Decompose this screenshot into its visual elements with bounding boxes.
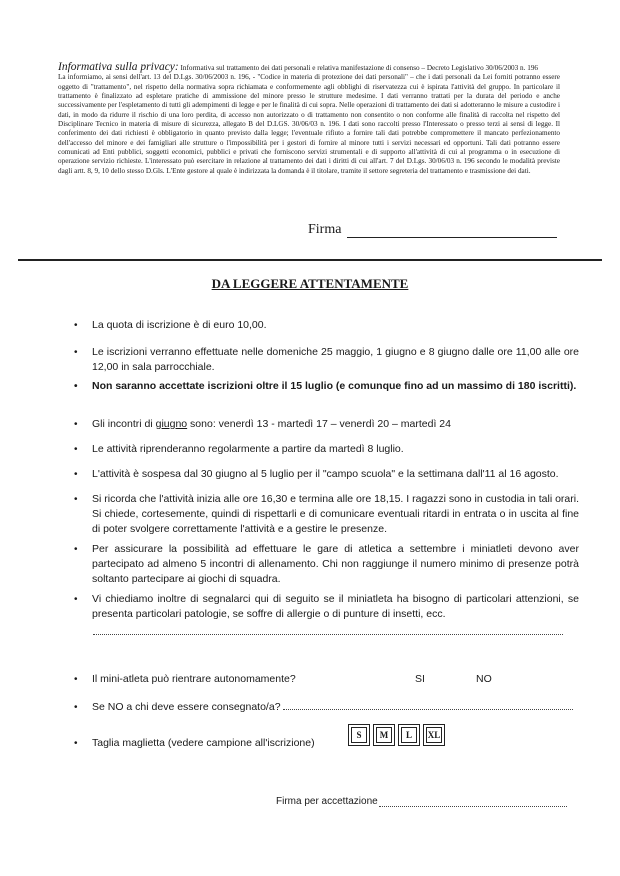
bullet-icon: • [74,738,78,749]
bullet-icon: • [74,674,78,685]
restart-text: Le attività riprenderanno regolarmente a partire da martedì 8 luglio. [92,443,404,455]
privacy-title: Informativa sulla privacy: [58,61,179,73]
acceptance-signature-line[interactable] [379,798,567,807]
size-xl-checkbox[interactable] [423,724,445,746]
size-s-checkbox[interactable] [348,724,370,746]
acceptance-signature [276,796,567,807]
section-heading-text: DA LEGGERE ATTENTAMENTE [211,276,409,291]
size-s-label: S [351,727,367,743]
section-heading [0,276,620,292]
bullet-icon: • [74,320,78,331]
athletics-text: Per assicurare la possibilità ad effettuare le gare di atletica a settembre i miniatleti devono aver partecipato ad almeno 5 incontri di allenamento. Chi non raggiunge il numero minimo di presenze potrà soltanto partecipare ai giochi di squadra. [92,543,579,585]
handover-row [92,700,579,715]
privacy-body: La informiamo, ai sensi dell'art. 13 del D.Lgs. 30/06/2003 n. 196, - "Codice in materia di protezione dei dati personali" – che i dati personali da Lei forniti potranno essere oggetto di "trattamento", nel rispetto della normativa sopra richiamata e conformemente agli obblighi di riservatezza cui è ispirata l'attività del gruppo. In particolare il trattamento è finalizzato ad espletare pratiche di ammissione del minore presso le strutture medesime. I dati verranno trattati per la durata del periodo e anche successivamente per l'espletamento di tutti gli adempimenti di legge e per le finalità di cui sopra. Nelle operazioni di trattamento dei dati si adotteranno le misure a custodire i dati, in modo da ridurre il rischio di una loro perdita, di accesso non autorizzato o di trattamento non consentito o non conforme alle finalità di raccolta nel rispetto del Disciplinare Tecnico in materia di misure di sicurezza, allegato B del D.LGS. 30/06/03 n. 196. I dati sono raccolti presso l'Interessato o presso terzi ai sensi di legge. Il conferimento dei dati richiesti è obbligatorio in quanto previsto dalla legge; l'eventuale rifiuto a fornire tali dati potrebbe compromettere il mancato perfezionamento dell'accesso del minore e dei famigliari alle strutture o l'impossibilità per i gestori di fornire al minore tutti i servizi necessari ed opportuni. Tali dati potranno essere comunicati ad Enti pubblici, soggetti economici, pubblici e privati che forniscono servizi strumentali e di supporto all'attività di cui al programma o in esecuzione di operazione servizio richieste. L'interessato può esercitare in relazione al trattamento dei dati i diritti di cui all'art. 7 del D.Lgs. 30/06/03 n. 196 secondo le modalità previste dagli artt. 8, 9, 10 dello stesso D.Gls. L'Ente gestore al quale è indirizzata la domanda è il titolare, tramite il settore segreteria del trattamento e trasmissione dei dati. [58,73,560,175]
section-divider [18,259,602,261]
june-suffix: sono: venerdì 13 - martedì 17 – venerdì 20 – martedì 24 [187,418,451,430]
autonomy-yes-option[interactable]: SI [415,673,425,685]
bullet-icon: • [74,381,78,392]
suspended-text: L'attività è sospesa dal 30 giugno al 5 luglio per il "campo scuola" e la settimana dall'11 al 16 agosto. [92,468,559,480]
june-prefix: Gli incontri di [92,418,156,430]
size-xl-label: XL [426,727,442,743]
bullet-icon: • [74,419,78,430]
fee-text: La quota di iscrizione è di euro 10,00. [92,319,267,331]
deadline-text: Non saranno accettate iscrizioni oltre il 15 luglio (e comunque fino ad un massimo di 180 iscritti). [92,380,577,392]
health-notes-field[interactable] [93,634,563,635]
health-text: Vi chiediamo inoltre di segnalarci qui di seguito se il miniatleta ha bisogno di particolari attenzioni, se presenta particolari patologie, se soffre di allergie o di punture di insetti, ecc. [92,593,579,620]
bullet-icon: • [74,594,78,605]
schedule-text: Si ricorda che l'attività inizia alle ore 16,30 e termina alle ore 18,15. I ragazzi sono in custodia in tali orari. Si chiede, cortesemente, quindi di rispettarli e di comunicare eventuali ritardi in entrata o in uscita al fine di poter svolgere correttamente l'attività e a gestire le presenze. [92,493,580,535]
privacy-subtitle: Informativa sul trattamento dei dati personali e relativa manifestazione di consenso – Decreto Legislativo 30/06/2003 n. 196 [180,64,539,72]
privacy-signature-line[interactable] [347,225,557,238]
acceptance-signature-label: Firma per accettazione [276,796,378,807]
handover-field[interactable] [283,701,573,710]
size-l-label: L [401,727,417,743]
bullet-icon: • [74,469,78,480]
bullet-icon: • [74,347,78,358]
bullet-icon: • [74,444,78,455]
size-l-checkbox[interactable] [398,724,420,746]
bullet-icon: • [74,702,78,713]
size-m-checkbox[interactable] [373,724,395,746]
privacy-signature [308,222,557,238]
autonomy-question: Il mini-atleta può rientrare autonomamente? [92,673,296,685]
shirt-label: Taglia maglietta (vedere campione all'iscrizione) [92,737,315,749]
june-word: giugno [155,418,188,430]
bullet-icon: • [74,544,78,555]
registrations-text: Le iscrizioni verranno effettuate nelle domeniche 25 maggio, 1 giugno e 8 giugno dalle ore 11,00 alle ore 12,00 in sala parrocchiale. [92,346,579,373]
privacy-signature-label: Firma [308,222,342,237]
bullet-icon: • [74,494,78,505]
autonomy-no-option[interactable]: NO [476,673,492,685]
shirt-size-options [348,724,445,746]
june-text [92,417,579,432]
privacy-notice [58,63,560,176]
handover-question: Se NO a chi deve essere consegnato/a? [92,701,281,713]
size-m-label: M [376,727,392,743]
